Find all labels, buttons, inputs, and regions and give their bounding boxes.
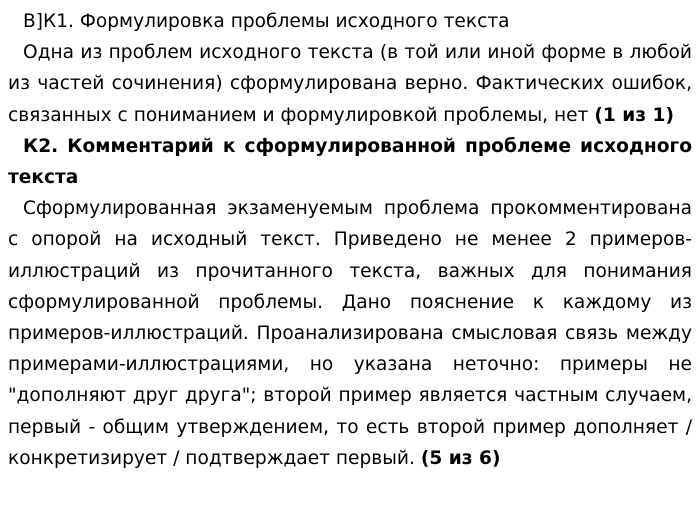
k1-heading: В]К1. Формулировка проблемы исходного текста (23, 11, 510, 32)
k1-paragraph (8, 37, 692, 131)
k1-body-text: Одна из проблем исходного текста (в той или иной форме в любой из частей сочинения) сформулирована верно. Фактических ошибок, связанных с пониманием и формулировкой проблемы, нет (8, 42, 692, 126)
k2-score: (5 из 6) (420, 447, 501, 469)
k2-body-text: Сформулированная экзаменуемым проблема прокомментирована с опорой на исходный текст. Приведено не менее 2 примеров-иллюстраций из прочитанного текста, важных для понимания сформулированной проблемы. Дано пояснение к каждому из примеров-иллюстраций. Проанализирована смысловая связь между примерами-иллюстрациями, но указана неточно: примеры не "дополняют друг друга"; второй пример является частным случаем, первый - общим утверждением, то есть второй пример дополняет / конкретизирует / подтверждает первый. (8, 198, 692, 469)
k1-score: (1 из 1) (594, 104, 674, 126)
k2-paragraph (8, 193, 692, 474)
k2-heading: К2. Комментарий к сформулированной проблеме исходного текста (8, 135, 692, 189)
